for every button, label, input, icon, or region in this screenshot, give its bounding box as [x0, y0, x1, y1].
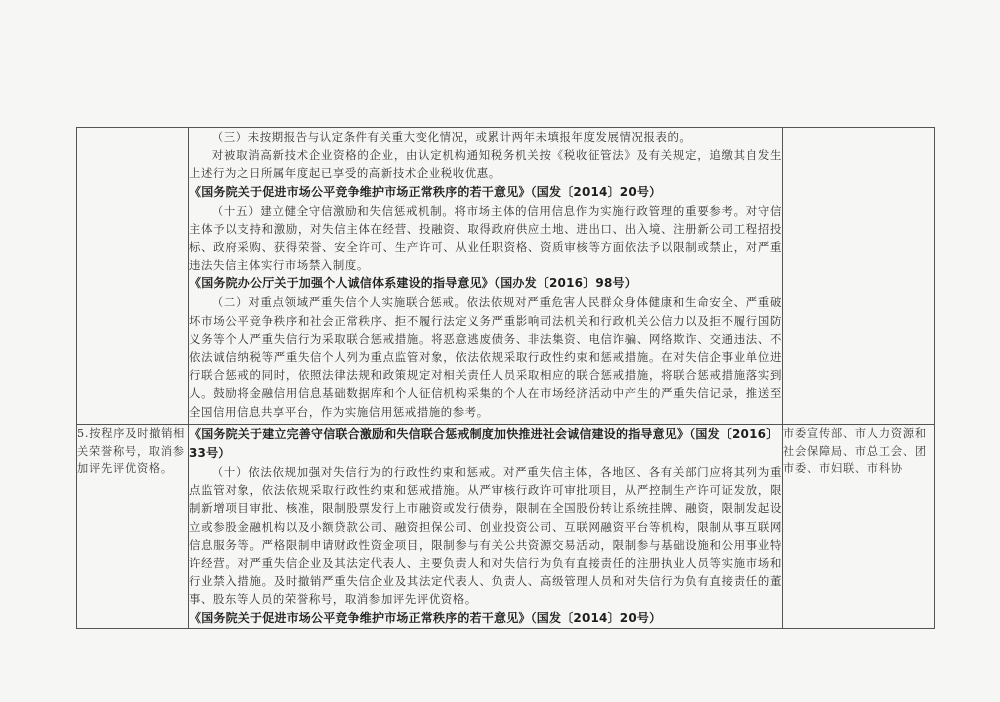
document-title: 《国务院关于促进市场公平竞争维护市场正常秩序的若干意见》（国发〔2014〕20号） — [189, 184, 662, 199]
document-title: 《国务院关于建立完善守信联合激励和失信联合惩戒制度加快推进社会诚信建设的指导意见》（国发〔2016〕33号） — [189, 427, 779, 460]
department-cell — [783, 128, 935, 425]
table-row — [77, 425, 935, 629]
department-cell: 市委宣传部、市人力资源和社会保障局、市总工会、团市委、市妇联、市科协 — [783, 425, 935, 629]
clause-paragraph: （十）依法依规加强对失信行为的行政性约束和惩戒。对严重失信主体，各地区、各有关部门应将其列为重点监管对象，依法依规采取行政性约束和惩戒措施。从严审核行政许可审批项目，从严控制生产许可证发放，限制新增项目审批、核准，限制股票发行上市融资或发行债券，限制在全国股份转让系统挂牌、融资，限制发起设立或参股金融机构以及小额贷款公司、融资担保公司、创业投资公司、互联网融资平台等机构，限制从事互联网信息服务等。严格限制申请财政性资金项目，限制参与有关公共资源交易活动，限制参与基础设施和公用事业特许经营。对严重失信企业及其法定代表人、主要负责人和对失信行为负有直接责任的注册执业人员等实施市场和行业禁入措施。及时撤销严重失信企业及其法定代表人、负责人、高级管理人员和对失信行为负有直接责任的董事、股东等人员的荣誉称号，取消参加评先评优资格。 — [189, 465, 782, 607]
measure-cell — [77, 128, 189, 425]
clause-paragraph: （二）对重点领域严重失信个人实施联合惩戒。依法依规对严重危害人民群众身体健康和生命安全、严重破坏市场公平竞争秩序和社会正常秩序、拒不履行法定义务严重影响司法机关和行政机关公信力以及拒不履行国防义务等个人严重失信行为采取联合惩戒措施。将恶意逃废债务、非法集资、电信诈骗、网络欺诈、交通违法、不依法诚信纳税等严重失信个人列为重点监管对象，依法依规采取行政性约束和惩戒措施。在对失信企事业单位进行联合惩戒的同时，依照法律法规和政策规定对相关责任人员采取相应的联合惩戒措施，将联合惩戒措施落实到人。鼓励将金融信用信息基础数据库和个人征信机构采集的个人在市场经济活动中产生的严重失信记录，推送至全国信用信息共享平台，作为实施信用惩戒措施的参考。 — [189, 295, 782, 419]
policy-basis-cell — [189, 425, 783, 629]
clause-paragraph: （三）未按期报告与认定条件有关重大变化情况，或累计两年未填报年度发展情况报表的。 — [211, 130, 692, 144]
table-row — [77, 128, 935, 425]
document-title: 《国务院办公厅关于加强个人诚信体系建设的指导意见》（国办发〔2016〕98号） — [189, 276, 637, 291]
document-title: 《国务院关于促进市场公平竞争维护市场正常秩序的若干意见》（国发〔2014〕20号） — [189, 610, 662, 625]
measure-cell: 5.按程序及时撤销相关荣誉称号，取消参加评先评优资格。 — [77, 425, 189, 629]
policy-basis-cell — [189, 128, 783, 425]
clause-paragraph: （十五）建立健全守信激励和失信惩戒机制。将市场主体的信用信息作为实施行政管理的重要参考。对守信主体予以支持和激励，对失信主体在经营、投融资、取得政府供应土地、进出口、出入境、注册新公司工程招投标、政府采购、获得荣誉、安全许可、生产许可、从业任职资格、资质审核等方面依法予以限制或禁止，对严重违法失信主体实行市场禁入制度。 — [189, 203, 782, 273]
clause-paragraph: 对被取消高新技术企业资格的企业，由认定机构通知税务机关按《税收征管法》及有关规定，追缴其自发生上述行为之日所属年度起已享受的高新技术企业税收优惠。 — [189, 148, 782, 181]
measures-table — [76, 127, 935, 629]
